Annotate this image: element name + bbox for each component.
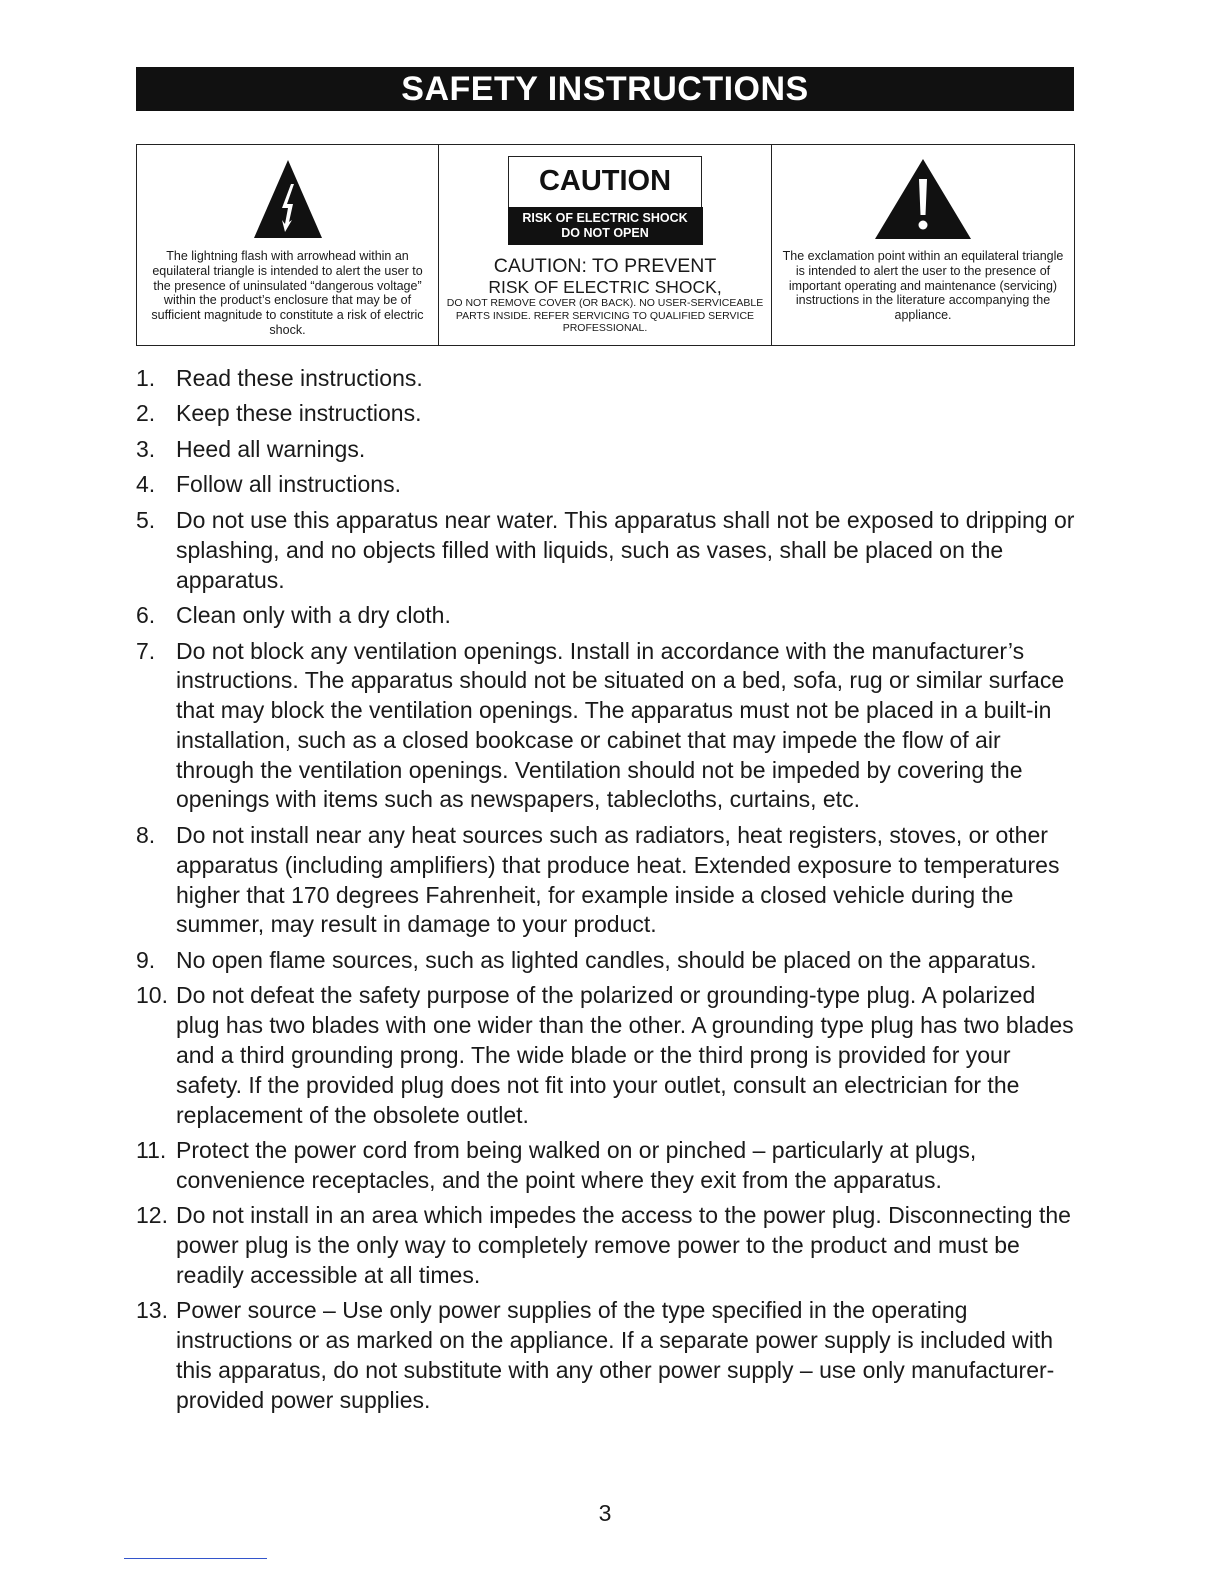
- instruction-text: Read these instructions.: [176, 365, 423, 391]
- page-title: SAFETY INSTRUCTIONS: [136, 67, 1074, 111]
- instruction-text: Do not block any ventilation openings. Install in accordance with the manufacturer’s instructions. The apparatus should not be situated on a bed, sofa, rug or similar surface that may block the ventilation openings. The apparatus must not be placed in a built-in installation, such as a closed bookcase or cabinet that may impede the flow of air through the ventilation openings. Ventilation should not be impeded by covering the openings with items such as newspapers, tablecloths, curtains, etc.: [176, 637, 1065, 813]
- lightning-triangle-icon: [254, 160, 322, 238]
- instruction-text: Follow all instructions.: [176, 471, 401, 498]
- lightning-warning-text: The lightning flash with arrowhead within an equilateral triangle is intended to alert the user to the presence of uninsulated “dangerous voltage” within the product’s enclosure that may be of sufficient magnitude to constitute a risk of electric shock.: [151, 249, 424, 337]
- instruction-text: Do not install near any heat sources such as radiators, heat registers, stoves, or other apparatus (including amplifiers) that produce heat. Extended exposure to temperatures higher that 170 degrees Fahrenheit, for example inside a closed vehicle during the summer, may result in damage to your product.: [176, 821, 1060, 938]
- instruction-text: Clean only with a dry cloth.: [176, 602, 451, 629]
- instruction-number: 11.: [136, 1137, 167, 1163]
- instruction-item: [136, 399, 1081, 429]
- caution-line1: CAUTION: TO PREVENT: [493, 255, 717, 277]
- instruction-number: 3.: [136, 435, 156, 462]
- instruction-number: 9.: [136, 946, 156, 973]
- instruction-item: [136, 946, 1081, 976]
- instruction-number: 1.: [136, 365, 156, 391]
- instruction-text: Do not defeat the safety purpose of the polarized or grounding-type plug. A polarized plug has two blades with one wider than the other. A grounding type plug has two blades and a third grounding prong. The wide blade or the third prong is provided for your safety. If the provided plug does not fit into your outlet, consult an electrician for the replacement of the obsolete outlet.: [176, 982, 1074, 1128]
- footer-rule: [124, 1558, 267, 1559]
- exclamation-warning-text: The exclamation point within an equilateral triangle is intended to alert the user to the presence of important operating and maintenance (servicing) instructions in the literature accompanying the appliance.: [782, 249, 1064, 323]
- instruction-number: 12.: [136, 1202, 168, 1229]
- caution-cell: [439, 145, 772, 345]
- caution-label-band: [508, 207, 703, 245]
- instruction-item: [136, 601, 1081, 631]
- caution-label: [508, 156, 702, 244]
- instruction-item: [136, 435, 1081, 465]
- instruction-item: [136, 506, 1081, 595]
- instruction-text: Heed all warnings.: [176, 435, 366, 462]
- instruction-number: 10.: [136, 982, 168, 1009]
- instruction-item: [136, 364, 1081, 394]
- instruction-item: [136, 821, 1081, 940]
- instruction-text: Do not use this apparatus near water. This apparatus shall not be exposed to dripping or splashing, and no objects filled with liquids, such as vases, shall be placed on the apparatus.: [176, 506, 1075, 593]
- caution-label-title: CAUTION: [538, 164, 672, 197]
- instruction-number: 4.: [136, 471, 156, 498]
- instruction-text: No open flame sources, such as lighted candles, should be placed on the apparatus.: [176, 946, 1037, 973]
- instruction-item: [136, 1136, 1081, 1196]
- instruction-text: Do not install in an area which impedes the access to the power plug. Disconnecting the power plug is the only way to completely remove power to the product and must be readily accessible at all times.: [176, 1202, 1071, 1288]
- instruction-item: [136, 637, 1081, 816]
- instruction-number: 5.: [136, 506, 156, 533]
- caution-band-line2: DO NOT OPEN: [561, 225, 649, 240]
- instruction-number: 8.: [136, 821, 156, 848]
- instruction-item: [136, 470, 1081, 500]
- instruction-text: Protect the power cord from being walked on or pinched – particularly at plugs, convenience receptacles, and the point where they exit from the apparatus.: [176, 1137, 977, 1193]
- lightning-warning-cell: [137, 145, 439, 345]
- caution-band-line1: RISK OF ELECTRIC SHOCK: [522, 210, 688, 225]
- exclamation-warning-cell: [772, 145, 1074, 345]
- caution-line2: RISK OF ELECTRIC SHOCK,: [488, 277, 722, 297]
- instruction-item: [136, 981, 1081, 1130]
- caution-small-text: DO NOT REMOVE COVER (OR BACK). NO USER-SERVICEABLE PARTS INSIDE. REFER SERVICING TO QUALIFIED SERVICE PROFESSIONAL.: [446, 297, 764, 334]
- instruction-number: 6.: [136, 602, 156, 629]
- instruction-number: 13.: [136, 1297, 168, 1324]
- instruction-list: [136, 364, 1081, 1421]
- instruction-number: 7.: [136, 637, 156, 664]
- instruction-item: [136, 1201, 1081, 1290]
- exclamation-triangle-icon: [875, 159, 971, 239]
- instruction-item: [136, 1296, 1081, 1415]
- instruction-text: Power source – Use only power supplies of the type specified in the operating instructions or as marked on the appliance. If a separate power supply is included with this apparatus, do not substitute with any other power supply – use only manufacturer-provided power supplies.: [176, 1297, 1055, 1413]
- instruction-number: 2.: [136, 400, 156, 427]
- warning-symbols-panel: [136, 144, 1075, 346]
- page-number: 3: [598, 1500, 612, 1526]
- instruction-text: Keep these instructions.: [176, 400, 422, 427]
